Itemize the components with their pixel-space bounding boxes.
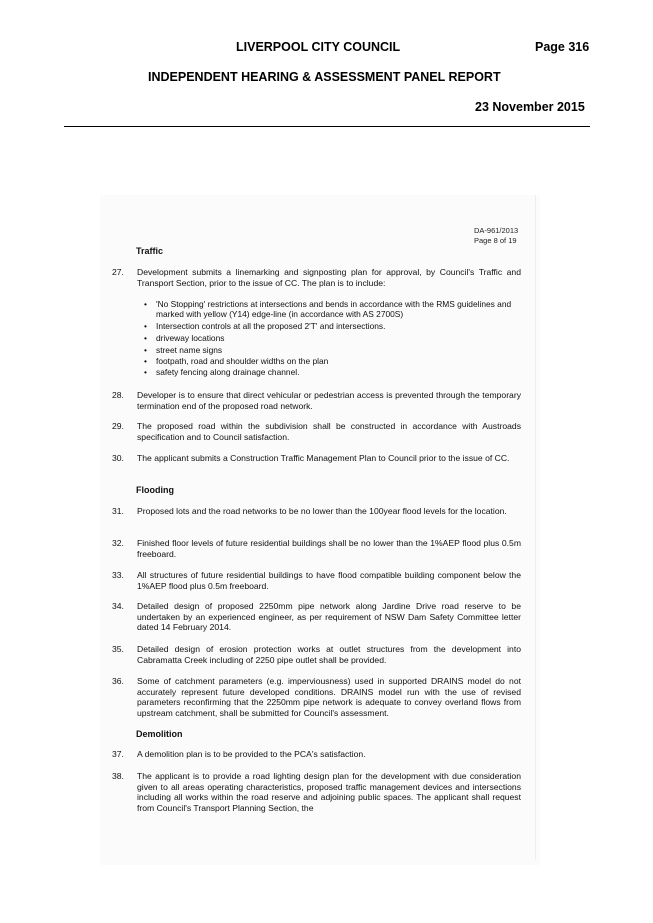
item-number-31: 31. (112, 506, 124, 516)
scan-edge-line (535, 195, 536, 860)
bullet-road-widths: • footpath, road and shoulder widths on the plan (156, 356, 516, 366)
item-number-30: 30. (112, 453, 124, 463)
bullet-safety-fencing: • safety fencing along drainage channel. (156, 367, 516, 377)
document-page-count: Page 8 of 19 (474, 236, 517, 245)
item-number-27: 27. (112, 267, 124, 277)
condition-36: Some of catchment parameters (e.g. imperviousness) used in supported DRAINS model do not accurately represent future developed conditions. DRAINS model run with the use of revised parameters reconfirming that the 2250mm pipe network is adequate to convey overland flows from upstream catchment, shall be submitted for Council's assessment. (137, 676, 521, 718)
item-number-28: 28. (112, 390, 124, 400)
bullet-intersection-controls: • Intersection controls at all the proposed 2'T' and intersections. (156, 321, 516, 331)
condition-29: The proposed road within the subdivision shall be constructed in accordance with Austroads specification and to Council satisfaction. (137, 421, 521, 442)
document-reference: DA-961/2013 (474, 226, 519, 235)
item-number-37: 37. (112, 749, 124, 759)
council-name: LIVERPOOL CITY COUNCIL (236, 40, 401, 54)
condition-35: Detailed design of erosion protection works at outlet structures from the development into Cabramatta Creek including of 2250 pipe outlet shall be provided. (137, 644, 521, 665)
bullet-street-name-signs: • street name signs (156, 345, 516, 355)
condition-33: All structures of future residential buildings to have flood compatible building component below the 1%AEP flood plus 0.5m freeboard. (137, 570, 521, 591)
bullet-no-stopping: • 'No Stopping' restrictions at intersections and bends in accordance with the RMS guidelines and marked with yellow (Y14) edge-line (in accordance with AS 2700S) (156, 299, 516, 319)
condition-30: The applicant submits a Construction Traffic Management Plan to Council prior to the issue of CC. (137, 453, 510, 463)
page-number: Page 316 (535, 40, 590, 54)
header-divider (64, 126, 590, 127)
condition-37: A demolition plan is to be provided to the PCA's satisfaction. (137, 749, 366, 759)
item-number-38: 38. (112, 771, 124, 781)
section-heading-flooding: Flooding (136, 485, 174, 495)
condition-31: Proposed lots and the road networks to be no lower than the 100year flood levels for the location. (137, 506, 507, 516)
condition-32: Finished floor levels of future residential buildings shall be no lower than the 1%AEP flood plus 0.5m freeboard. (137, 538, 521, 559)
item-number-36: 36. (112, 676, 124, 686)
section-heading-traffic: Traffic (136, 246, 164, 256)
report-date: 23 November 2015 (475, 100, 585, 114)
item-number-29: 29. (112, 421, 124, 431)
condition-34: Detailed design of proposed 2250mm pipe network along Jardine Drive road reserve to be undertaken by an experienced engineer, as per requirement of NSW Dam Safety Committee letter dated 14 February 2014. (137, 601, 521, 632)
bullet-driveway-locations: • driveway locations (156, 333, 516, 343)
condition-38: The applicant is to provide a road lighting design plan for the development with due consideration given to all areas operating characteristics, proposed traffic management devices and intersections including all works within the road reserve and adjoining public spaces. The applicant shall request from Council's Transport Planning Section, the (137, 771, 521, 813)
item-number-32: 32. (112, 538, 124, 548)
section-heading-demolition: Demolition (136, 729, 183, 739)
item-number-33: 33. (112, 570, 124, 580)
scanned-page (100, 195, 540, 865)
item-number-35: 35. (112, 644, 124, 654)
condition-28: Developer is to ensure that direct vehicular or pedestrian access is prevented through the temporary termination end of the proposed road network. (137, 390, 521, 411)
condition-27: Development submits a linemarking and signposting plan for approval, by Council's Traffic and Transport Section, prior to the issue of CC. The plan is to include: (137, 267, 521, 288)
item-number-34: 34. (112, 601, 124, 611)
report-title: INDEPENDENT HEARING & ASSESSMENT PANEL REPORT (148, 70, 501, 84)
